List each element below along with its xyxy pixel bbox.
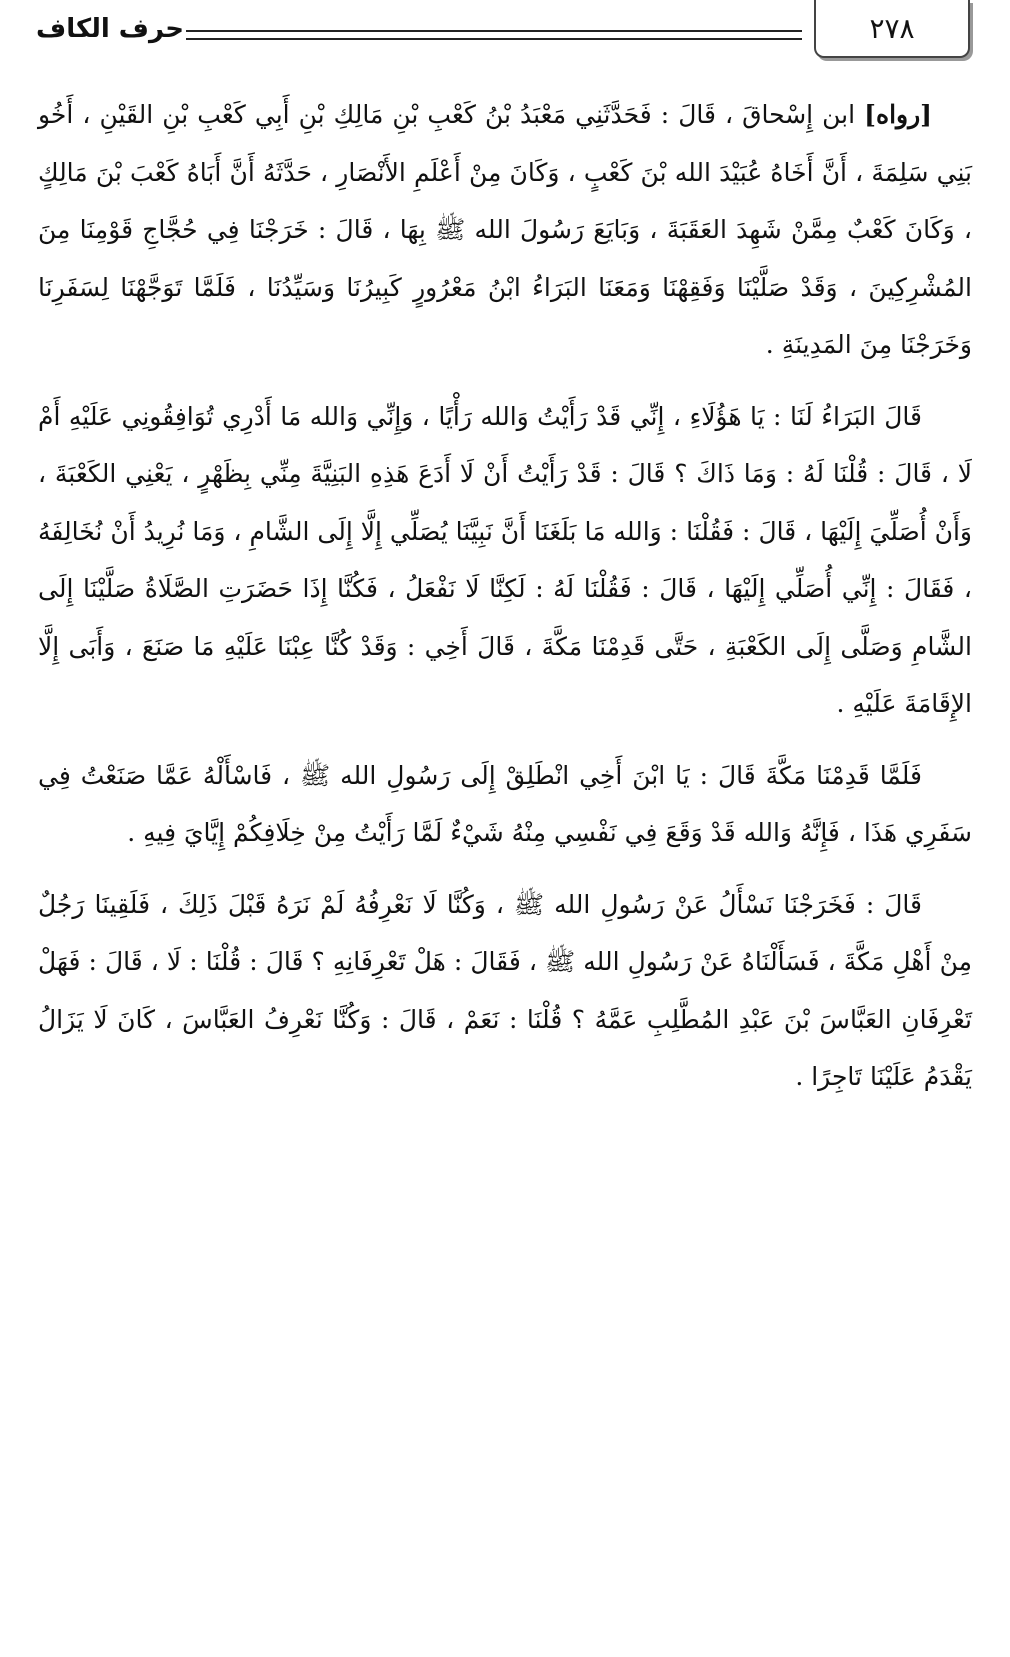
body-text (38, 86, 972, 1120)
page-header (36, 0, 970, 70)
source-label: [رواه] (864, 100, 932, 129)
header-rule (186, 30, 802, 40)
paragraph-1 (38, 86, 972, 374)
paragraph-2: قَالَ البَرَاءُ لَنَا : يَا هَؤُلَاءِ ، إِنِّي قَدْ رَأَيْتُ وَالله رَأْيًا ، وَإِنِّي وَالله مَا أَدْرِي تُوَافِقُونِي عَلَيْهِ أَمْ لَا ، قَالَ : قُلْنَا لَهُ : وَمَا ذَاكَ ؟ قَالَ : قَدْ رَأَيْتُ أَنْ لَا أَدَعَ هَذِهِ البَنِيَّةَ مِنِّي بِظَهْرٍ ، يَعْنِي الكَعْبَةَ ، وَأَنْ أُصَلِّيَ إِلَيْهَا ، قَالَ : فَقُلْنَا : وَالله مَا بَلَغَنَا أَنَّ نَبِيَّنَا يُصَلِّي إِلَّا إِلَى الشَّامِ ، وَمَا نُرِيدُ أَنْ نُخَالِفَهُ ، فَقَالَ : إِنِّي أُصَلِّي إِلَيْهَا ، قَالَ : فَقُلْنَا لَهُ : لَكِنَّا لَا نَفْعَلُ ، فَكُنَّا إِذَا حَضَرَتِ الصَّلَاةُ صَلَّيْنَا إِلَى الشَّامِ وَصَلَّى إِلَى الكَعْبَةِ ، حَتَّى قَدِمْنَا مَكَّةَ ، قَالَ أَخِي : وَقَدْ كُنَّا عِبْنَا عَلَيْهِ مَا صَنَعَ ، وَأَبَى إِلَّا الإِقَامَةَ عَلَيْهِ . (38, 401, 972, 718)
page-number: ٢٧٨ (869, 11, 915, 45)
paragraph-3: فَلَمَّا قَدِمْنَا مَكَّةَ قَالَ : يَا ابْنَ أَخِي انْطَلِقْ إِلَى رَسُولِ الله ﷺ ، فَاسْأَلْهُ عَمَّا صَنَعْتُ فِي سَفَرِي هَذَا ، فَإِنَّهُ وَالله قَدْ وَقَعَ فِي نَفْسِي مِنْهُ شَيْءٌ لَمَّا رَأَيْتُ مِنْ خِلَافِكُمْ إِيَّايَ فِيهِ . (38, 760, 972, 847)
paragraph-1-text: ابن إِسْحاقَ ، قَالَ : فَحَدَّثَنِي مَعْبَدُ بْنُ كَعْبِ بْنِ مَالِكِ بْنِ أَبِي كَعْبِ بْنِ القَيْنِ ، أَخُو بَنِي سَلِمَةَ ، أَنَّ أَخَاهُ عُبَيْدَ الله بْنَ كَعْبٍ ، وَكَانَ مِنْ أَعْلَمِ الأَنْصَارِ ، حَدَّثَهُ أَنَّ أَبَاهُ كَعْبَ بْنَ مَالِكٍ ، وَكَانَ كَعْبٌ مِمَّنْ شَهِدَ العَقَبَةَ ، وَبَايَعَ رَسُولَ الله ﷺ بِهَا ، قَالَ : خَرَجْنَا فِي حُجَّاجِ قَوْمِنَا مِنَ المُشْرِكِينَ ، وَقَدْ صَلَّيْنَا وَفَقِهْنَا وَمَعَنَا البَرَاءُ ابْنُ مَعْرُورٍ كَبِيرُنَا وَسَيِّدُنَا ، فَلَمَّا تَوَجَّهْنَا لِسَفَرِنَا وَخَرَجْنَا مِنَ المَدِينَةِ . (38, 100, 972, 359)
page-number-tab (814, 0, 970, 58)
chapter-title: حرف الكاف (36, 14, 184, 44)
paragraph-4: قَالَ : فَخَرَجْنَا نَسْأَلُ عَنْ رَسُولِ الله ﷺ ، وَكُنَّا لَا نَعْرِفُهُ لَمْ نَرَهُ قَبْلَ ذَلِكَ ، فَلَقِينَا رَجُلٌ مِنْ أَهْلِ مَكَّةَ ، فَسَأَلْنَاهُ عَنْ رَسُولِ الله ﷺ ، فَقَالَ : هَلْ تَعْرِفَانِهِ ؟ قَالَ : قُلْنَا : لَا ، قَالَ : فَهَلْ تَعْرِفَانِ العَبَّاسَ بْنَ عَبْدِ المُطَّلِبِ عَمَّهُ ؟ قُلْنَا : نَعَمْ ، قَالَ : وَكُنَّا نَعْرِفُ العَبَّاسَ ، كَانَ لَا يَزَالُ يَقْدَمُ عَلَيْنَا تَاجِرًا . (38, 889, 972, 1091)
